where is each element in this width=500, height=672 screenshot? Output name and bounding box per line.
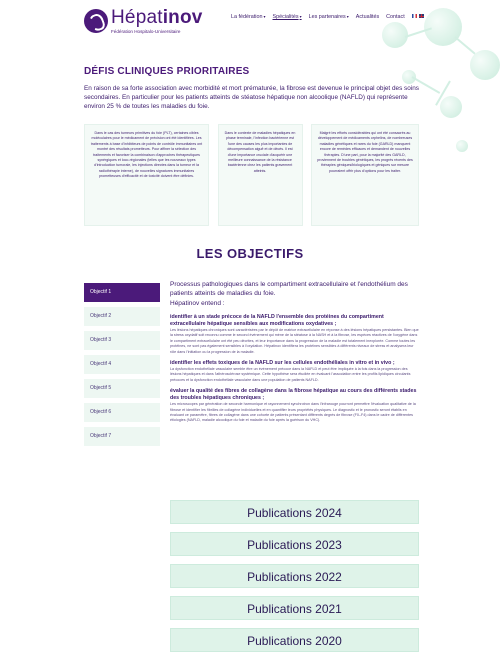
objectif-lead: Processus pathologiques dans le compartiment extracellulaire et l'endothélium des patients atteints de maladies du foie. [170, 281, 408, 297]
defis-title: DÉFIS CLINIQUES PRIORITAIRES [84, 66, 250, 77]
objectif-panel [170, 280, 419, 429]
tab-objectif-6[interactable]: Objectif 6 [84, 403, 160, 422]
chevron-down-icon: ▾ [346, 14, 349, 19]
publications-list [170, 500, 419, 660]
tab-objectif-4[interactable]: Objectif 4 [84, 355, 160, 374]
logo-wordmark: Hépatinov [111, 7, 203, 28]
publications-2022-button[interactable]: Publications 2022 [170, 564, 419, 588]
objectif-point-text: Les lésions hépatiques chroniques sont caractérisées par le dépôt de matrice extracellulaire en réponse à des lésions hépatiques persistantes. Bien que la stress oxydatif soit reconnu comme le second événement qui mène de la stéatose à la NASH et à la fibrose, les espèces réactives de l'oxygène dans le compartiment extracellulaire ont été peu décrites, et leur importance dans la progression de la maladie est totalement inexplorée. Comme toutes les protéines, ne sont pas également sensibles à l'oxydation. Hépatinov identifiera les protéines sensibles à différents niveaux de stress et analysera leur rôle dans l'initiation ou la progression de la maladie. [170, 328, 419, 354]
tab-objectif-3[interactable]: Objectif 3 [84, 331, 160, 350]
hepatinov-logo[interactable] [84, 8, 203, 33]
defis-intro: En raison de sa forte association avec morbidité et mort prématurée, la fibrose est devenue le principal objet des soins secondaires. En particulier pour les patients atteints de stéatose hépatique non alcoolique (NAFLD) qui représente environ 25 % de toutes les maladies du foie. [84, 85, 419, 110]
nav-item-partenaires[interactable]: Les partenaires▾ [308, 14, 349, 20]
tab-objectif-7[interactable]: Objectif 7 [84, 427, 160, 446]
tab-objectif-5[interactable]: Objectif 5 [84, 379, 160, 398]
nav-item-actualites[interactable]: Actualités [355, 14, 380, 20]
publications-2020-button[interactable]: Publications 2020 [170, 628, 419, 652]
defis-card-tumeurs: Dans le cas des tumeurs primitives du foie (PLT), certaines cibles moléculaires pour le médicament de précision ont été identifiées. Les traitements à base d'inhibiteurs de points de contrôle immunitaires ont montré des résultats prometteurs. Pour affiner la sélection des traitements et favoriser la combinaison d'approches thérapeutiques synérgiques et loco-régionales (telles que les nouveaux types d'introduction tumorale, les injections directes dans la tumeur et la radiothérapie interne), de nouvelles signatures immunitaires prometteuses d'efficacité et de toxicité doivent être définies. [84, 124, 209, 226]
chevron-down-icon: ▾ [299, 14, 302, 19]
flag-fr-icon[interactable] [412, 14, 417, 18]
publications-2021-button[interactable]: Publications 2021 [170, 596, 419, 620]
objectif-intro: Hépatinov entend : [170, 300, 225, 307]
publications-2023-button[interactable]: Publications 2023 [170, 532, 419, 556]
objectif-point [170, 360, 419, 383]
nav-item-federation[interactable]: La fédération▾ [231, 14, 266, 20]
objectifs-tabs [84, 283, 160, 451]
language-switcher [412, 14, 426, 18]
tab-objectif-1[interactable]: Objectif 1 [84, 283, 160, 302]
defis-cards [84, 124, 419, 226]
chevron-down-icon: ▾ [263, 14, 266, 19]
tab-objectif-2[interactable]: Objectif 2 [84, 307, 160, 326]
objectif-point-heading: identifier les effets toxiques de la NAFLD sur les cellules endothéliales in vitro et in vivo ; [170, 360, 395, 367]
logo-tagline: Fédération Hospitalo-Universitaire [111, 29, 181, 34]
objectif-point-text: Les microscopes par génération de seconde harmonique et rayonnement synchrotron dans l'infrarouge pourront permettre l'évaluation qualitative de la fibrose et identifier les fibrilles de collagène individuelles et en quantifier leurs propriétés physiques. Le diagnostic et le pronostic seront établis en évaluant ce paramètre, fibres de collagène dans une cohorte de patients présentant différents degrés de fibrose (F0–F4) dans le cadre de différentes étiologies (NAFLD, maladie alcoolique du foie et maladie du foie après la guérison du VHC). [170, 402, 416, 423]
main-navigation [231, 14, 412, 20]
objectif-point [170, 388, 419, 424]
nav-item-specialites[interactable]: Spécialités▾ [272, 14, 302, 20]
objectifs-title: LES OBJECTIFS [196, 246, 304, 261]
site-header [0, 0, 500, 42]
objectif-point-heading: identifier à un stade précoce de la NAFLD l'ensemble des protéines du compartiment extracellulaire hépatique sensibles aux modifications oxydatives ; [170, 314, 384, 327]
objectif-point-text: La dysfonction endothéliale vasculaire semble être un événement précoce dans la NAFLD et peut être impliquée à la fois dans la progression des lésions hépatiques et dans l'athérosclérose systémique. Cette hypothèse sera étudiée en évaluant l'association entre les profils lipidiques circulants précoces et la dysfonction endothéliale vasculaire dans une population de patients NAFLD. [170, 367, 411, 382]
objectif-point [170, 314, 419, 355]
defis-card-infection: Dans le contexte de maladies hépatiques en phase terminale, l'infection bactérienne est l'une des causes les plus importantes de décompensation aiguë et de décès. Il est d'une importance cruciale d'acquérir une meilleure connaissance de la résistance bactérienne chez les patients gravement atteints. [218, 124, 303, 226]
liver-logo-icon [84, 9, 108, 33]
publications-2024-button[interactable]: Publications 2024 [170, 500, 419, 524]
flag-en-icon[interactable] [419, 14, 424, 18]
defis-card-maladies-rares: Malgré les efforts considérables qui ont été consacrés au développement de médicaments orphelins, de nombreuses maladies génétiques et rares du foie (GARLD) manquent encore de remèdes efficaces et demandent de nouvelles thérapies. D'une part, pour la majorité des GARLD, proviennent de troubles génétiques, les progrès récents des thérapies géniques/biologiques et géniques sur mesure pourraient offrir plus d'options pour les traiter. [311, 124, 419, 226]
objectif-point-heading: évaluer la qualité des fibres de collagène dans la fibrose hépatique au cours des différents stades des troubles hépatiques chroniques ; [170, 388, 417, 402]
nav-item-contact[interactable]: Contact [386, 14, 405, 20]
